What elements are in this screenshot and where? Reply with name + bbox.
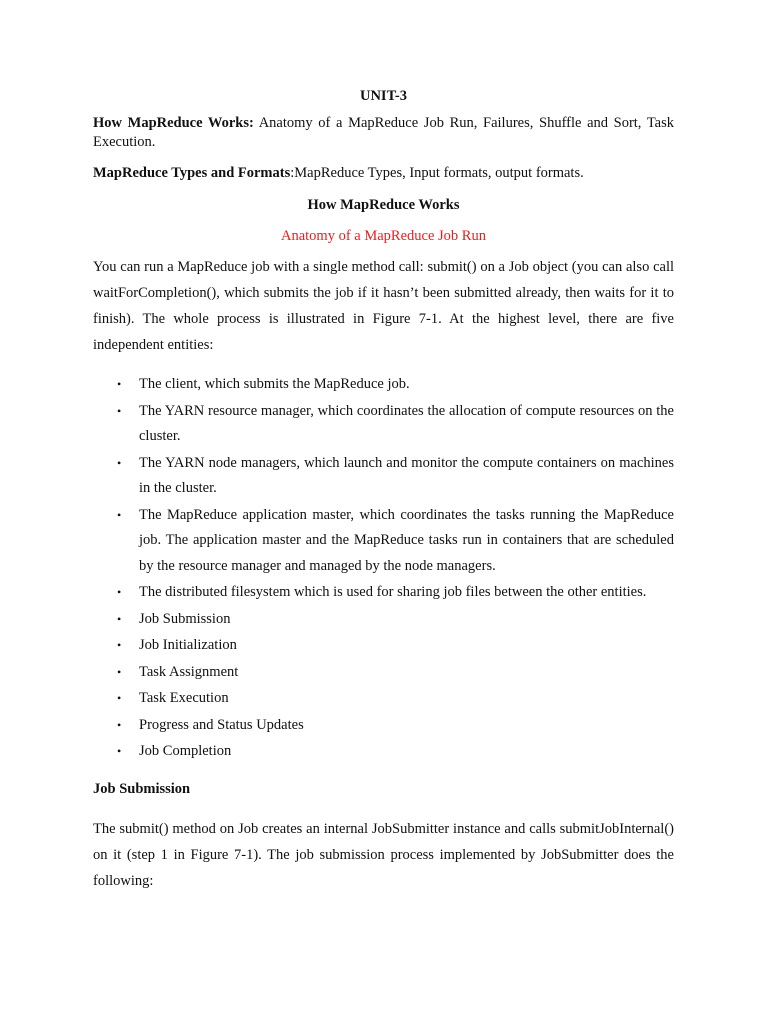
list-item-text: Job Initialization (139, 637, 237, 653)
unit-title: UNIT-3 (359, 88, 407, 104)
list-item (93, 451, 674, 502)
anatomy-heading: Anatomy of a MapReduce Job Run (281, 228, 486, 244)
summary-line-2 (93, 164, 674, 183)
bullet-icon: • (117, 638, 122, 652)
job-submission-paragraph: The submit() method on Job creates an internal JobSubmitter instance and calls submitJobInternal() on it (step 1 in Figure 7-1). The job submission process implemented by JobSubmitter does the following: (93, 820, 674, 889)
list-item (93, 607, 674, 633)
summary-line-1-text: Anatomy of a MapReduce Job Run, Failures, Shuffle and Sort, Task Execution. (93, 115, 674, 150)
section-heading: How MapReduce Works (307, 197, 460, 213)
list-item (93, 580, 674, 606)
summary-line-1 (93, 114, 674, 152)
summary-line-2-bold: MapReduce Types and Formats (93, 165, 291, 181)
document-page (93, 86, 674, 908)
bullet-icon: • (117, 455, 122, 470)
bullet-icon: • (117, 377, 122, 391)
intro-paragraph: You can run a MapReduce job with a single method call: submit() on a Job object (you can also call waitForCompletion(), which submits the job if it hasn’t been submitted already, then waits for it to finish). The whole process is illustrated in Figure 7-1. At the highest level, there are five independent entities: (93, 259, 674, 353)
summary-line-2-text: :MapReduce Types, Input formats, output formats. (290, 165, 584, 181)
list-item (93, 503, 674, 580)
list-item (93, 633, 674, 659)
bullet-icon: • (117, 585, 122, 599)
bullet-icon: • (117, 403, 122, 418)
list-item-text: The distributed filesystem which is used for sharing job files between the other entities. (139, 584, 647, 600)
list-item (93, 372, 674, 398)
list-item-text: Job Submission (139, 610, 231, 627)
list-item (93, 686, 674, 712)
list-item-text: The YARN node managers, which launch and monitor the compute containers on machines in the cluster. (139, 454, 674, 496)
list-item-text: Task Execution (139, 690, 229, 706)
job-submission-heading: Job Submission (93, 780, 191, 797)
bullet-icon: • (117, 744, 122, 758)
list-item-text: The MapReduce application master, which coordinates the tasks running the MapReduce job. The application master and the MapReduce tasks run in containers that are scheduled by the resource manager and managed by the node managers. (139, 506, 674, 574)
list-item (93, 713, 674, 739)
list-item (93, 399, 674, 450)
list-item-text: The client, which submits the MapReduce job. (139, 376, 410, 392)
bullet-icon: • (117, 611, 122, 626)
list-item-text: Progress and Status Updates (139, 716, 304, 733)
entity-bullet-list (93, 372, 674, 765)
bullet-icon: • (117, 717, 122, 732)
bullet-icon: • (117, 507, 122, 522)
bullet-icon: • (117, 691, 122, 705)
list-item (93, 739, 674, 765)
summary-line-1-bold: How MapReduce Works: (93, 115, 254, 131)
list-item-text: Job Completion (139, 743, 232, 759)
list-item-text: Task Assignment (139, 663, 239, 680)
list-item (93, 660, 674, 686)
list-item-text: The YARN resource manager, which coordinates the allocation of compute resources on the cluster. (139, 402, 674, 444)
bullet-icon: • (117, 664, 122, 679)
